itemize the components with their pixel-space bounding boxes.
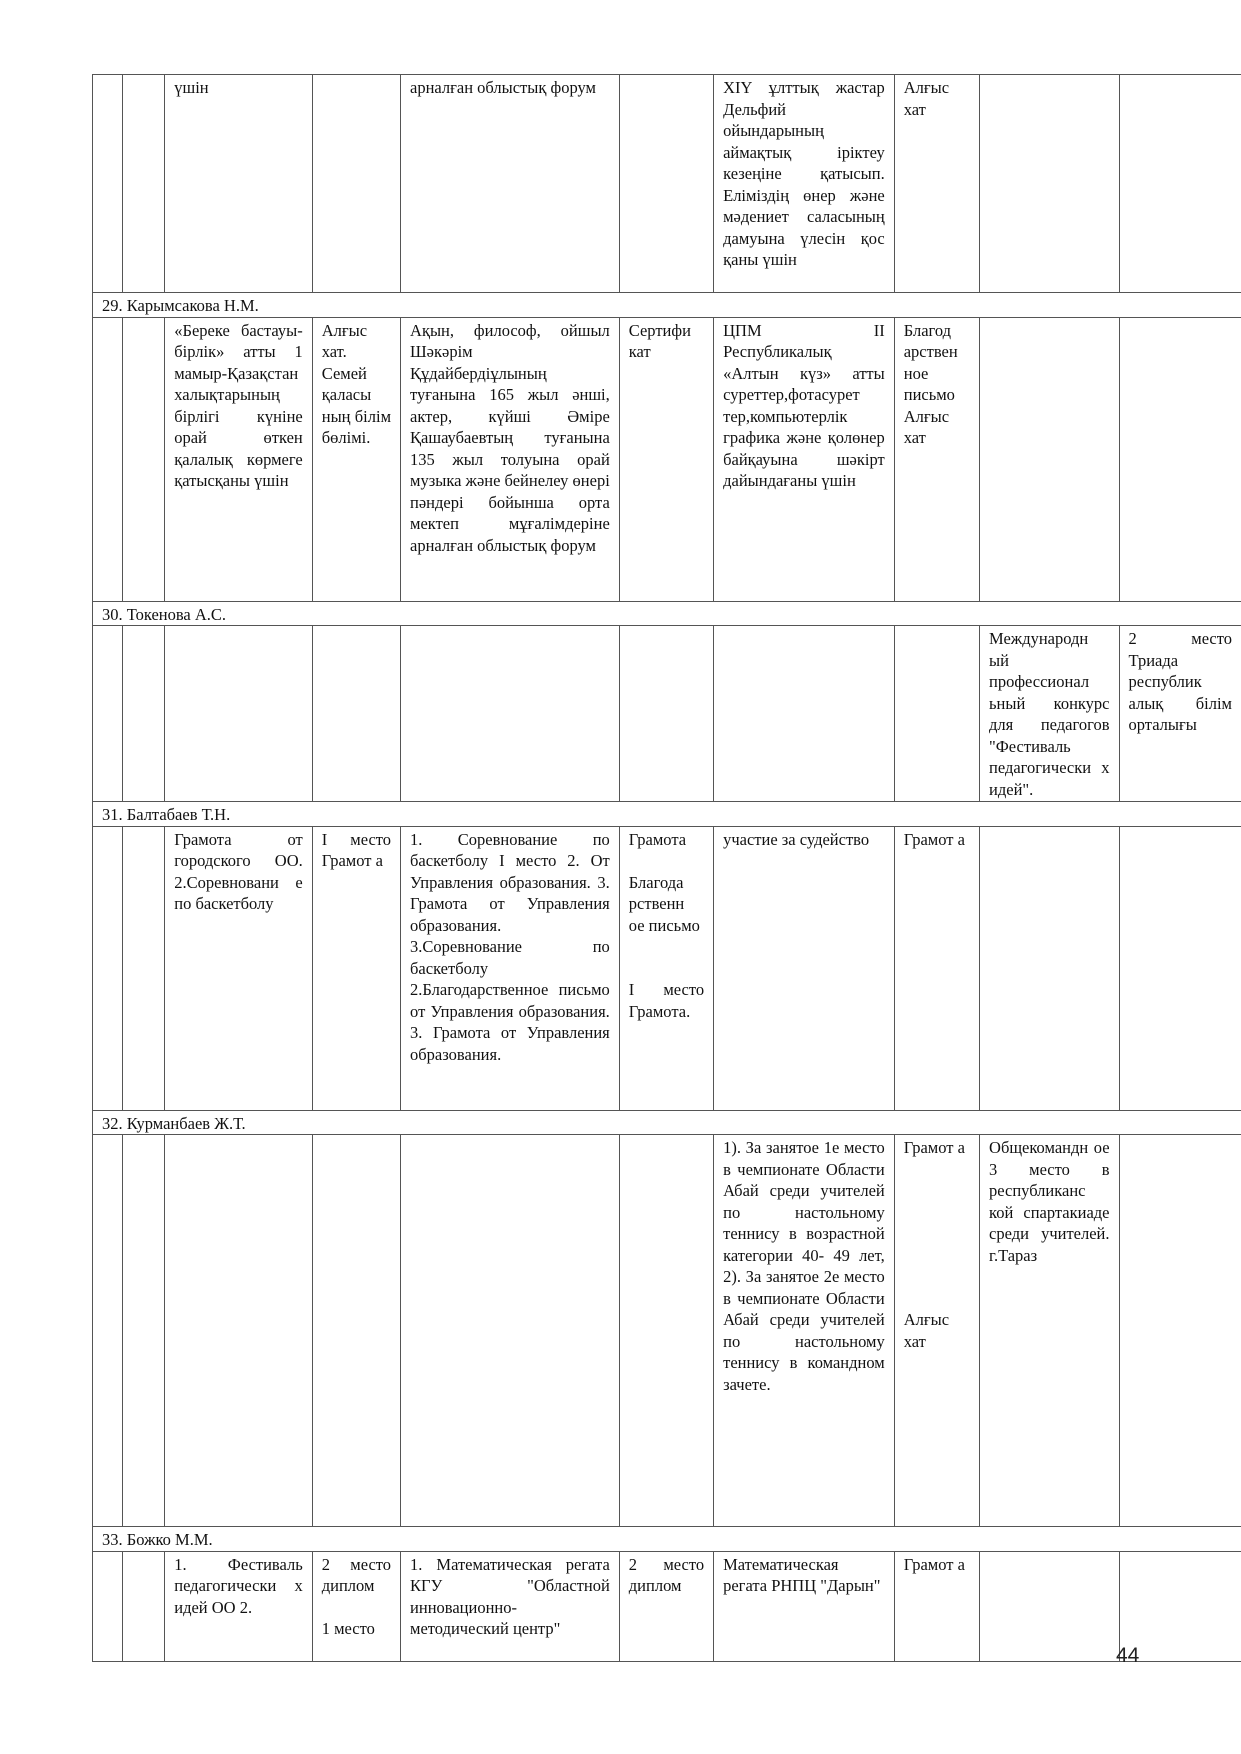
table-cell: 2 место диплом 1 место xyxy=(312,1551,400,1661)
table-cell xyxy=(93,75,123,293)
table-cell xyxy=(165,1135,313,1527)
table-cell: Сертифи кат xyxy=(619,317,713,601)
table-cell xyxy=(619,75,713,293)
table-cell xyxy=(894,626,979,802)
teacher-name: 30. Токенова А.С. xyxy=(93,601,1241,626)
table-cell: XIY ұлттық жастар Дельфий ойындарының аймақтық іріктеу кезеңіне қатысып. Еліміздің өнер және мәдениет саласының дамуына үлесін қос қаны үшін xyxy=(714,75,895,293)
table-cell: Международн ый профессионал ьный конкурс для педагогов "Фестиваль педагогически х идей". xyxy=(980,626,1119,802)
page-number: 44 xyxy=(1116,1644,1140,1667)
table-cell xyxy=(123,626,165,802)
table-cell: 2 место диплом xyxy=(619,1551,713,1661)
table-cell xyxy=(980,1551,1119,1661)
table-cell: 1. Фестиваль педагогически х идей ОО 2. xyxy=(165,1551,313,1661)
table-cell xyxy=(1119,1135,1241,1527)
table-cell: Грамота от городского ОО. 2.Соревновани е по баскетболу xyxy=(165,826,313,1110)
table-cell xyxy=(1119,317,1241,601)
table-cell xyxy=(619,626,713,802)
teacher-name-row xyxy=(93,1527,1241,1552)
table-cell xyxy=(93,826,123,1110)
table-cell: Математическая регата РНПЦ "Дарын" xyxy=(714,1551,895,1661)
teacher-name-row xyxy=(93,1110,1241,1135)
awards-table xyxy=(92,74,1241,1662)
table-cell: Грамот а xyxy=(894,826,979,1110)
table-cell xyxy=(312,626,400,802)
table-row xyxy=(93,317,1241,601)
table-cell: Грамот а xyxy=(894,1551,979,1661)
table-cell: 2 место Триада республик алық білім орталығы xyxy=(1119,626,1241,802)
table-cell: Алғыс хат. Семей қаласы ның білім бөлімі. xyxy=(312,317,400,601)
table-cell: Благод арствен ное письмо Алғыс хат xyxy=(894,317,979,601)
table-cell: участие за судейство xyxy=(714,826,895,1110)
table-cell: Общекомандн ое 3 место в республиканс кой спартакиаде среди учителей. г.Тараз xyxy=(980,1135,1119,1527)
table-cell: Грамот а Алғыс хат xyxy=(894,1135,979,1527)
teacher-name: 31. Балтабаев Т.Н. xyxy=(93,802,1241,827)
table-cell xyxy=(165,626,313,802)
table-cell xyxy=(980,75,1119,293)
table-cell xyxy=(1119,826,1241,1110)
table-cell: 1. Соревнование по баскетболу I место 2. От Управления образования. 3. Грамота от Управления образования. 3.Соревнование по баскетболу 2.Благодарственное письмо от Управления образования. 3. Грамота от Управления образования. xyxy=(401,826,620,1110)
table-cell: «Береке бастауы-бірлік» атты 1 мамыр-Қазақстан халықтарының бірлігі күніне орай өткен қалалық көрмеге қатысқаны үшін xyxy=(165,317,313,601)
table-cell xyxy=(93,317,123,601)
table-row xyxy=(93,826,1241,1110)
table-cell: үшін xyxy=(165,75,313,293)
table-cell xyxy=(123,1551,165,1661)
table-row xyxy=(93,1135,1241,1527)
table-cell xyxy=(123,317,165,601)
table-cell: Алғыс хат xyxy=(894,75,979,293)
table-cell: арналған облыстық форум xyxy=(401,75,620,293)
table-cell xyxy=(1119,75,1241,293)
teacher-name-row xyxy=(93,802,1241,827)
table-cell: 1). За занятое 1е место в чемпионате Области Абай среди учителей по настольному теннису в возрастной категории 40- 49 лет, 2). За занятое 2е место в чемпионате Области Абай среди учителей по настольному теннису в командном зачете. xyxy=(714,1135,895,1527)
teacher-name-row xyxy=(93,293,1241,318)
teacher-name: 32. Курманбаев Ж.Т. xyxy=(93,1110,1241,1135)
table-cell: Ақын, философ, ойшыл Шәкәрім Құдайбердіұлының туғанына 165 жыл әнші, актер, күйші Әміре Қашаубаевтың туғанына 135 жыл толуына орай музыка және бейнелеу өнері пәндері бойынша орта мектеп мұғалімдеріне арналған облыстық форум xyxy=(401,317,620,601)
table-cell xyxy=(980,826,1119,1110)
table-cell xyxy=(980,317,1119,601)
table-row xyxy=(93,626,1241,802)
table-cell: Грамота Благода рственн ое письмо I место Грамота. xyxy=(619,826,713,1110)
table-cell xyxy=(312,1135,400,1527)
table-cell: 1. Математическая регата КГУ "Областной инновационно-методический центр" xyxy=(401,1551,620,1661)
table-row xyxy=(93,1551,1241,1661)
table-cell xyxy=(401,1135,620,1527)
table-cell xyxy=(123,75,165,293)
table-cell xyxy=(619,1135,713,1527)
table-cell: I место Грамот а xyxy=(312,826,400,1110)
table-cell xyxy=(123,826,165,1110)
table-cell xyxy=(401,626,620,802)
table-cell xyxy=(714,626,895,802)
table-cell xyxy=(93,1551,123,1661)
table-cell: ЦПМ II Республикалық «Алтын күз» атты суреттер,фотасурет тер,компьютерлік графика және қолөнер байқауына шәкірт дайындағаны үшін xyxy=(714,317,895,601)
table-cell xyxy=(93,1135,123,1527)
teacher-name: 29. Карымсакова Н.М. xyxy=(93,293,1241,318)
table-row xyxy=(93,75,1241,293)
table-cell xyxy=(123,1135,165,1527)
table-cell xyxy=(312,75,400,293)
teacher-name-row xyxy=(93,601,1241,626)
teacher-name: 33. Божко М.М. xyxy=(93,1527,1241,1552)
table-cell xyxy=(93,626,123,802)
